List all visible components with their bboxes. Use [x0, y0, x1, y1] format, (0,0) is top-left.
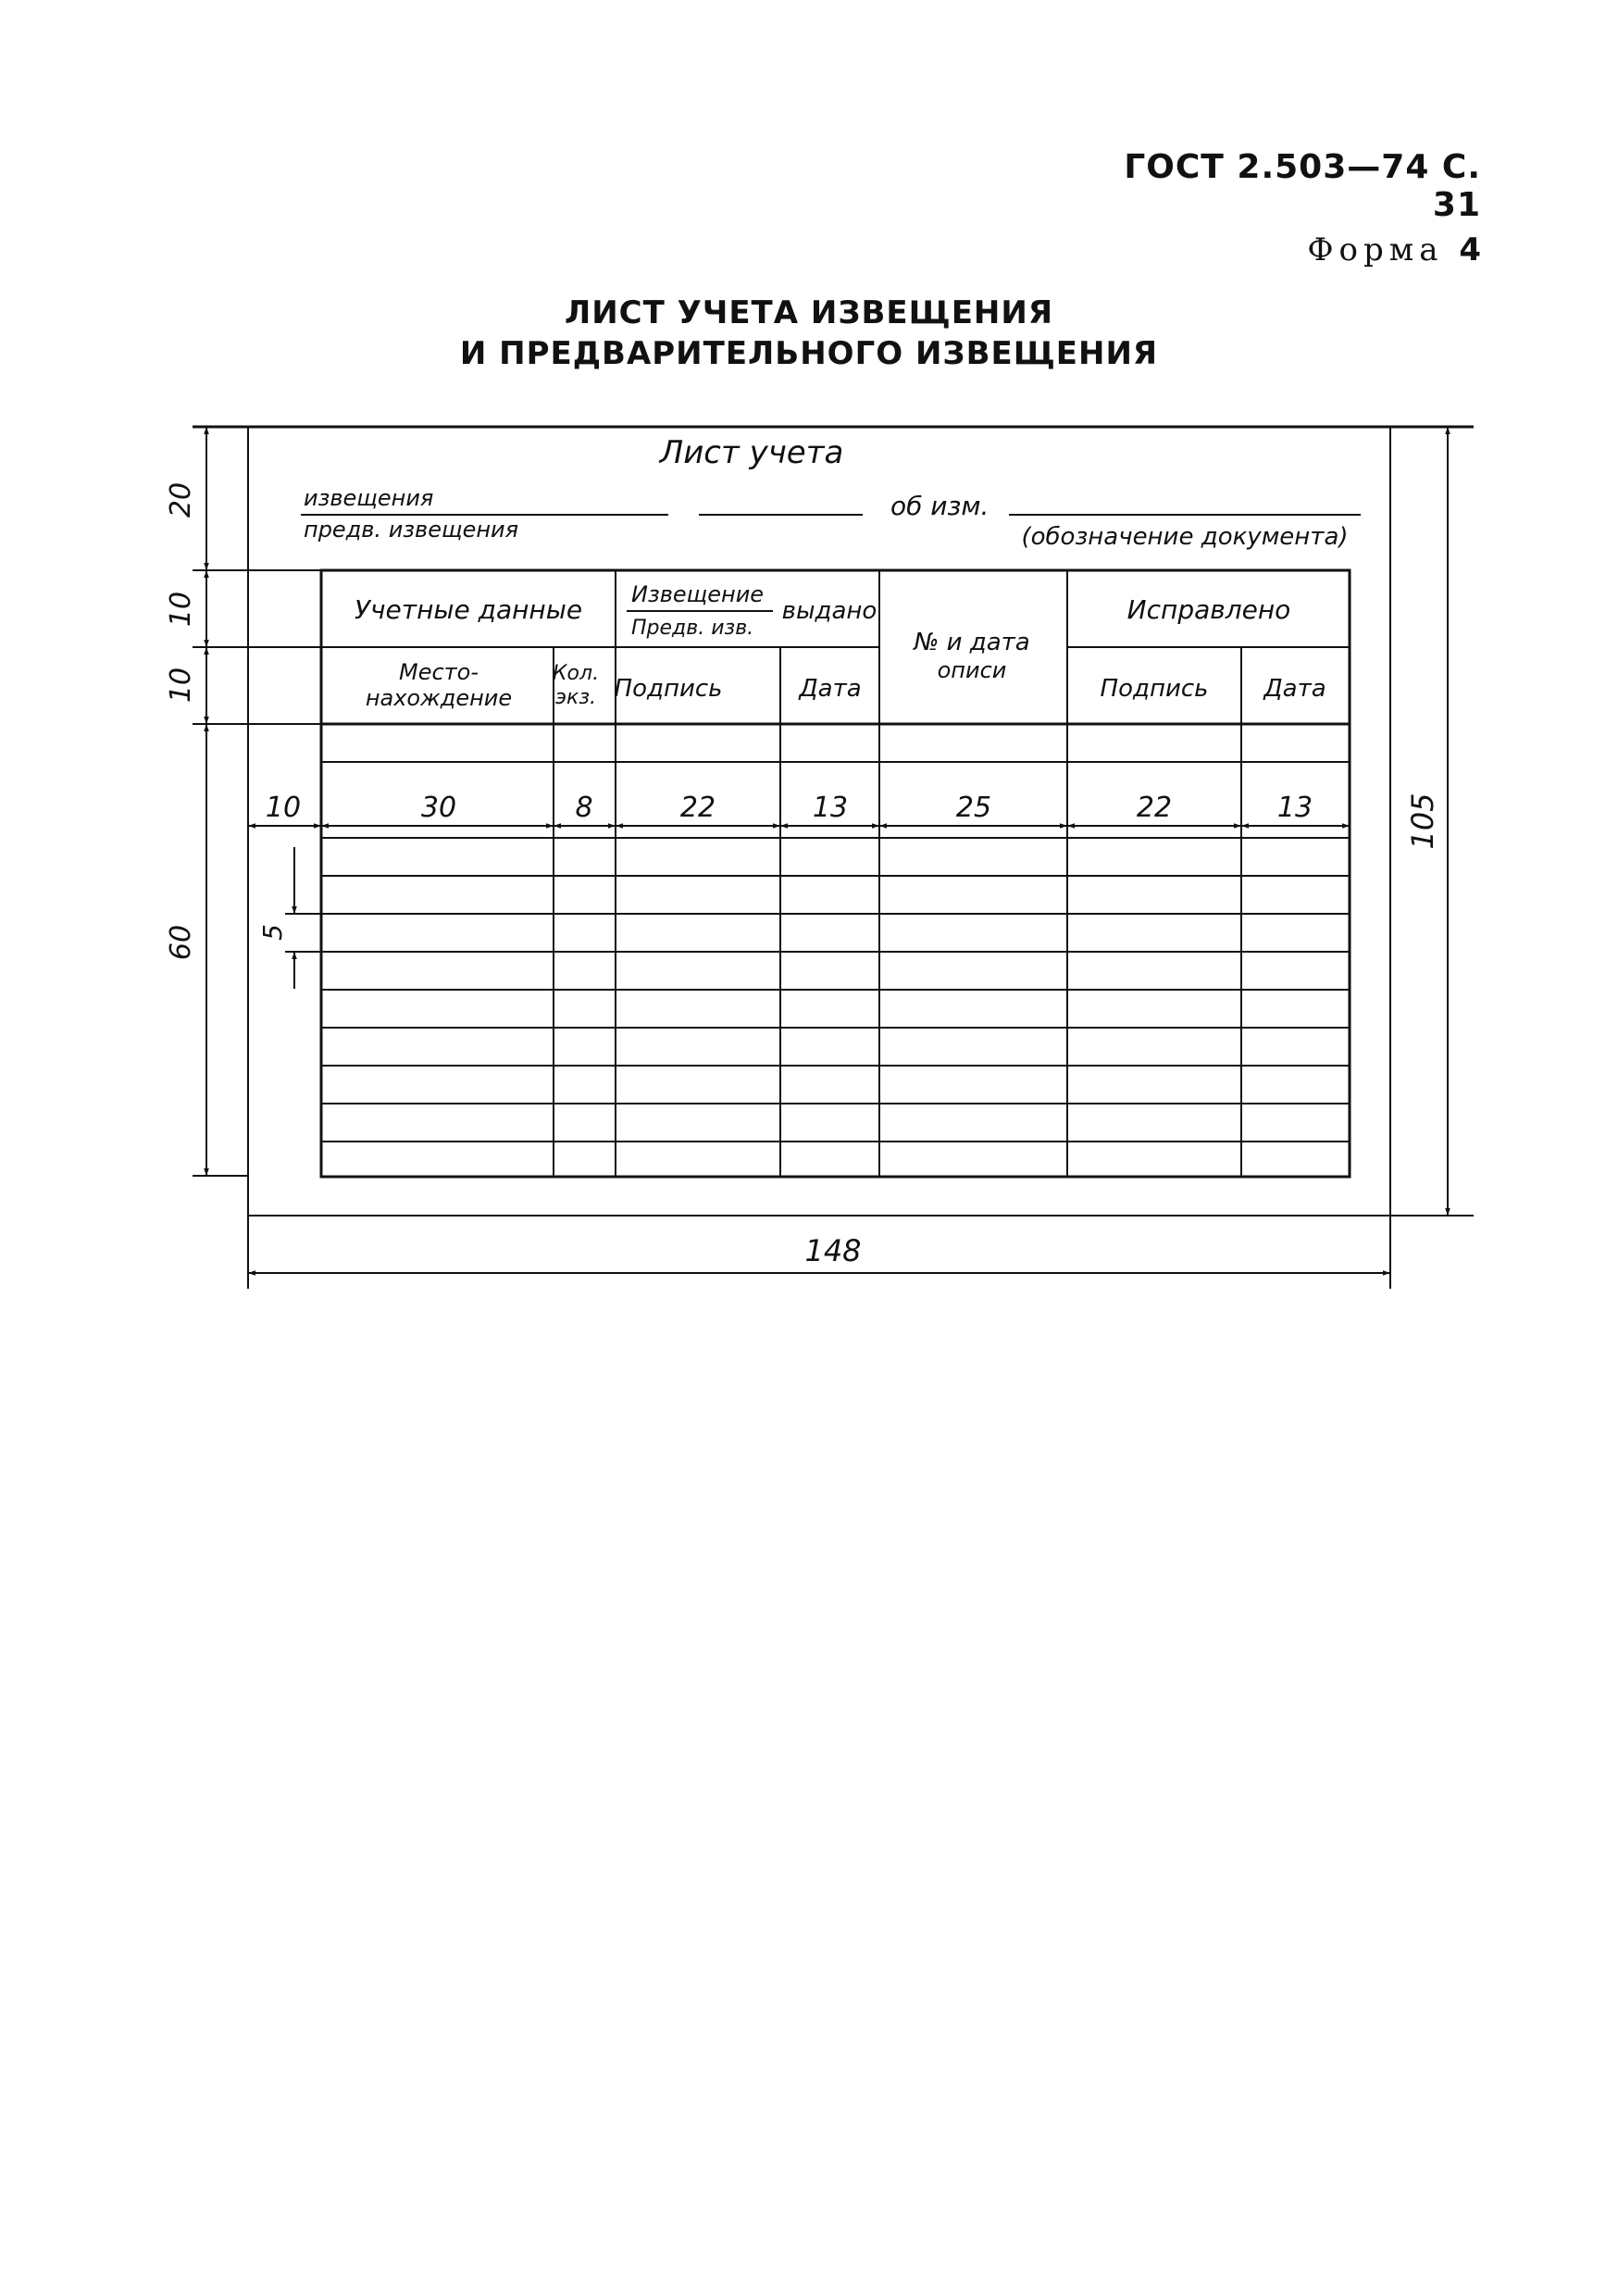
page-title-line1: ЛИСТ УЧЕТА ИЗВЕЩЕНИЯ: [564, 294, 1054, 331]
form-word: Форма: [1307, 231, 1444, 268]
header-notice: Извещение: [631, 581, 765, 607]
header-issued: выдано: [781, 597, 877, 625]
dim-col-location: 30: [420, 792, 457, 824]
prelim-notice-label: предв. извещения: [304, 517, 519, 543]
sheet-title: Лист учета: [659, 434, 844, 471]
header-date: Дата: [799, 675, 862, 703]
header-location-l1: Место-: [399, 659, 479, 685]
notice-label: извещения: [304, 485, 434, 511]
dim-header-row1: 10: [165, 591, 197, 628]
dim-col-qty: 8: [575, 792, 593, 824]
dim-col-date: 13: [812, 792, 849, 824]
dim-col-corr-date: 13: [1276, 792, 1313, 824]
doc-designation-caption: (обозначение документа): [1021, 523, 1349, 551]
dim-col-inventory: 25: [955, 792, 992, 824]
dim-total-height: 105: [1405, 792, 1440, 850]
dim-row-pitch: 5: [257, 924, 288, 941]
header-location-l2: нахождение: [365, 685, 513, 711]
dim-top-block: 20: [165, 481, 197, 518]
header-corr-signature: Подпись: [1100, 675, 1209, 703]
dim-header-row2: 10: [165, 667, 197, 704]
header-qty-l1: Кол.: [552, 662, 600, 685]
standard-reference: ГОСТ 2.503—74 С. 31: [1124, 148, 1481, 224]
dim-col-corr-signature: 22: [1136, 792, 1173, 824]
form-number: 4: [1459, 231, 1481, 268]
row-pitch-dimension: [285, 847, 321, 989]
dim-body-height: 60: [165, 924, 197, 961]
dim-col-signature: 22: [679, 792, 716, 824]
header-inventory-l1: № и дата: [914, 629, 1030, 656]
header-signature: Подпись: [614, 675, 723, 703]
header-prelim-notice: Предв. изв.: [631, 617, 754, 640]
header-qty-l2: экз.: [554, 686, 597, 709]
header-accounting-data: Учетные данные: [354, 594, 583, 625]
header-corrected: Исправлено: [1126, 594, 1291, 625]
table-grid: [193, 570, 1350, 1177]
dim-total-width: 148: [804, 1233, 862, 1268]
page-title-line2: И ПРЕДВАРИТЕЛЬНОГО ИЗВЕЩЕНИЯ: [459, 335, 1159, 372]
header-inventory-l2: описи: [937, 657, 1007, 683]
header-corr-date: Дата: [1263, 675, 1326, 703]
about-change-label: об изм.: [890, 491, 989, 521]
dim-left-margin: 10: [265, 792, 302, 824]
